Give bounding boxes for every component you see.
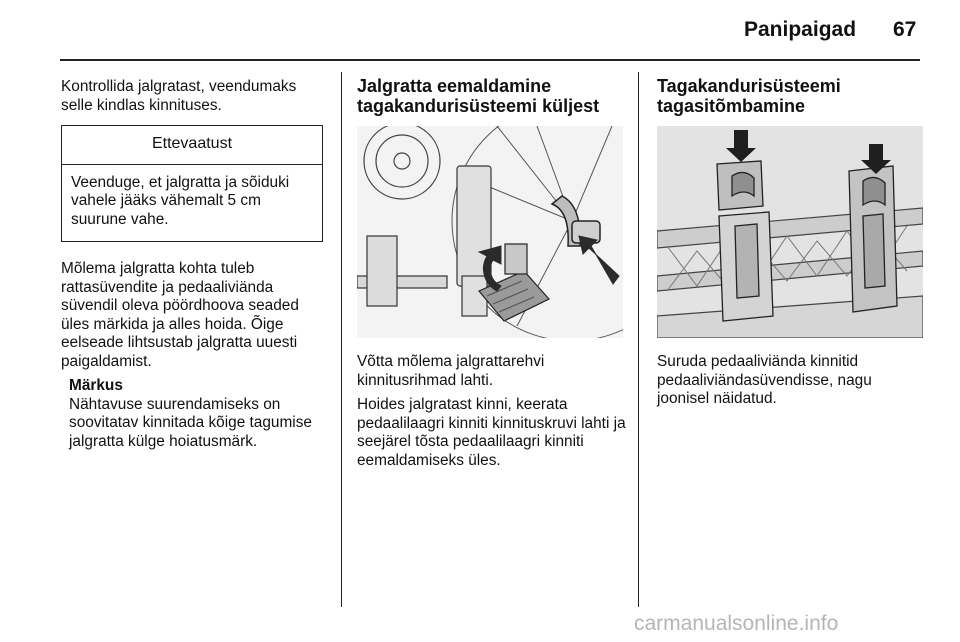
warning-box xyxy=(61,125,323,242)
column-right xyxy=(657,78,922,409)
bike-pedal-clamp-illustration xyxy=(357,126,623,338)
watermark: carmanualsonline.info xyxy=(634,612,839,635)
header-rule xyxy=(60,59,920,61)
section-title-removal: Jalgratta eemaldamine tagakandurisüsteemi küljest xyxy=(357,76,600,116)
note-block xyxy=(69,377,326,451)
column-divider xyxy=(341,72,342,607)
page-title: Panipaigad xyxy=(744,18,857,41)
note-title: Märkus xyxy=(69,377,123,394)
warning-title: Ettevaatust xyxy=(62,126,322,165)
pedal-crank-holder-illustration xyxy=(657,126,923,338)
body-paragraph: Mõlema jalgratta kohta tuleb rattasüvendite ja pedaaliviända süvendil oleva pöördhoova seaded üles märkida ja alles hoida. Õige eelseade lihtsustab jalgratta uuesti paigaldamist. xyxy=(61,260,299,370)
warning-text: Veenduge, et jalgratta ja sõiduki vahele jääks vähemalt 5 cm suurune vahe. xyxy=(71,173,290,228)
column-left xyxy=(61,78,326,451)
intro-paragraph: Kontrollida jalgratast, veendumaks selle kindlas kinnituses. xyxy=(61,78,297,114)
column-middle xyxy=(357,78,627,470)
column-divider xyxy=(638,72,639,607)
caption-remove-clamp: Hoides jalgratast kinni, keerata pedaalilaagri kinniti kinnituskruvi lahti ja seejärel tõsta pedaalilaagri kinniti eemaldamiseks üles. xyxy=(357,396,626,469)
caption-straps: Võtta mõlema jalgrattarehvi kinnitusrihmad lahti. xyxy=(357,353,545,389)
note-text: Nähtavuse suurendamiseks on soovitatav kinnitada kõige tagumise jalgratta külge hoiatusmärk. xyxy=(69,395,312,450)
section-title-retraction: Tagakandurisüsteemi tagasitõmbamine xyxy=(657,76,841,116)
caption-push-holders: Suruda pedaaliviända kinnitid pedaaliviändasüvendisse, nagu joonisel näidatud. xyxy=(657,353,872,407)
page-number: 67 xyxy=(893,18,917,41)
